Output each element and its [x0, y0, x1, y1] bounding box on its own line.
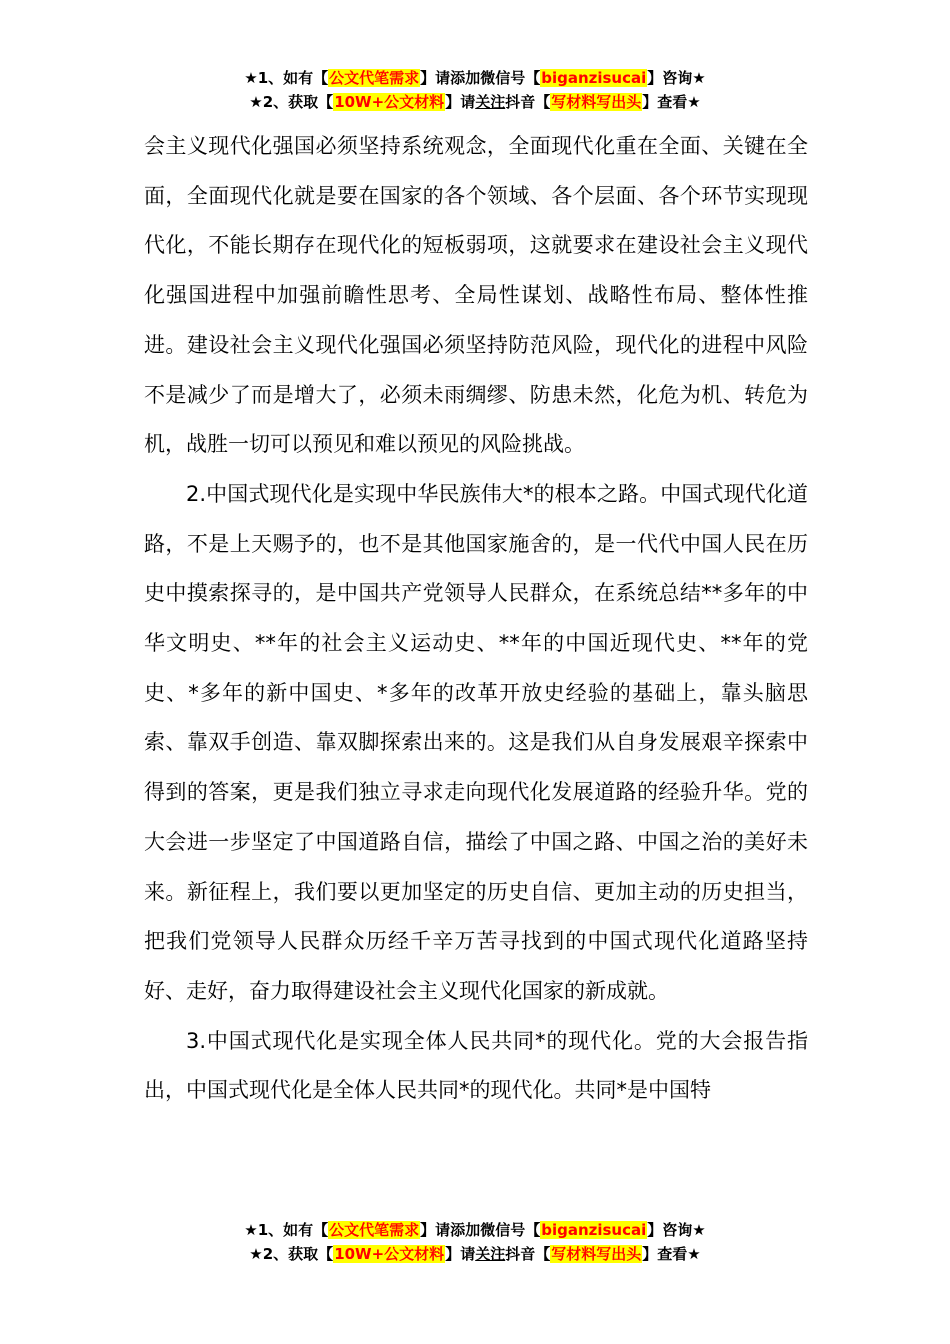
footer-highlight-wechat-id: biganzisucai [541, 1221, 647, 1239]
banner-line-1-bold: 加 [465, 69, 481, 87]
footer-banner-line-1 [0, 1218, 950, 1242]
banner-line-1-prefix: ★1、如有【 [244, 69, 329, 87]
banner-highlight-writing-service: 公文代笔需求 [329, 69, 420, 87]
footer-line-2-mid2: 抖音【 [505, 1245, 551, 1263]
footer-line-2-suffix: 】查看★ [642, 1245, 701, 1263]
footer-line-1-mid2: 微信号【 [480, 1221, 541, 1239]
document-body [144, 122, 808, 1116]
banner-line-2-underlined: 关注 [475, 93, 506, 111]
paragraph-3: 3.中国式现代化是实现全体人民共同*的现代化。党的大会报告指出，中国式现代化是全体人民共同*的现代化。共同*是中国特 [144, 1028, 808, 1103]
footer-line-2-mid1: 】请 [445, 1245, 476, 1263]
footer-banner-line-2 [0, 1242, 950, 1266]
footer-banner [0, 1218, 950, 1266]
footer-line-1-prefix: ★1、如有【 [244, 1221, 329, 1239]
banner-line-2-mid2: 抖音【 [505, 93, 551, 111]
footer-line-1-suffix: 】咨询★ [647, 1221, 706, 1239]
banner-highlight-douyin-account: 写材料写出头 [551, 93, 642, 111]
footer-line-2-underlined: 关注 [475, 1245, 506, 1263]
banner-highlight-materials: 10W+公文材料 [334, 93, 445, 111]
banner-line-2 [0, 90, 950, 114]
paragraph-1: 会主义现代化强国必须坚持系统观念，全面现代化重在全面、关键在全面，全面现代化就是要在国家的各个领域、各个层面、各个环节实现现代化，不能长期存在现代化的短板弱项，这就要求在建设社会主义现代化强国进程中加强前瞻性思考、全局性谋划、战略性布局、整体性推进。建设社会主义现代化强国必须坚持防范风险，现代化的进程中风险不是减少了而是增大了，必须未雨绸缪、防患未然，化危为机、转危为机，战胜一切可以预见和难以预见的风险挑战。 [144, 134, 808, 457]
footer-line-1-mid1: 】请添 [420, 1221, 466, 1239]
banner-line-1-mid1: 】请添 [420, 69, 466, 87]
banner-line-1-suffix: 】咨询★ [647, 69, 706, 87]
header-banner [0, 66, 950, 114]
footer-line-2-prefix: ★2、获取【 [249, 1245, 334, 1263]
footer-highlight-writing-service: 公文代笔需求 [329, 1221, 420, 1239]
banner-line-2-suffix: 】查看★ [642, 93, 701, 111]
banner-line-1 [0, 66, 950, 90]
banner-line-2-mid1: 】请 [445, 93, 476, 111]
footer-highlight-douyin-account: 写材料写出头 [551, 1245, 642, 1263]
banner-line-1-mid2: 微信号【 [480, 69, 541, 87]
banner-highlight-wechat-id: biganzisucai [541, 69, 647, 87]
banner-line-2-prefix: ★2、获取【 [249, 93, 334, 111]
footer-line-1-bold: 加 [465, 1221, 481, 1239]
footer-highlight-materials: 10W+公文材料 [334, 1245, 445, 1263]
paragraph-2: 2.中国式现代化是实现中华民族伟大*的根本之路。中国式现代化道路，不是上天赐予的，也不是其他国家施舍的，是一代代中国人民在历史中摸索探寻的，是中国共产党领导人民群众，在系统总结**多年的中华文明史、**年的社会主义运动史、**年的中国近现代史、**年的党史、*多年的新中国史、*多年的改革开放史经验的基础上，靠头脑思索、靠双手创造、靠双脚探索出来的。这是我们从自身发展艰辛探索中得到的答案，更是我们独立寻求走向现代化发展道路的经验升华。党的大会进一步坚定了中国道路自信，描绘了中国之路、中国之治的美好未来。新征程上，我们要以更加坚定的历史自信、更加主动的历史担当，把我们党领导人民群众历经千辛万苦寻找到的中国式现代化道路坚持好、走好，奋力取得建设社会主义现代化国家的新成就。 [144, 481, 808, 1003]
